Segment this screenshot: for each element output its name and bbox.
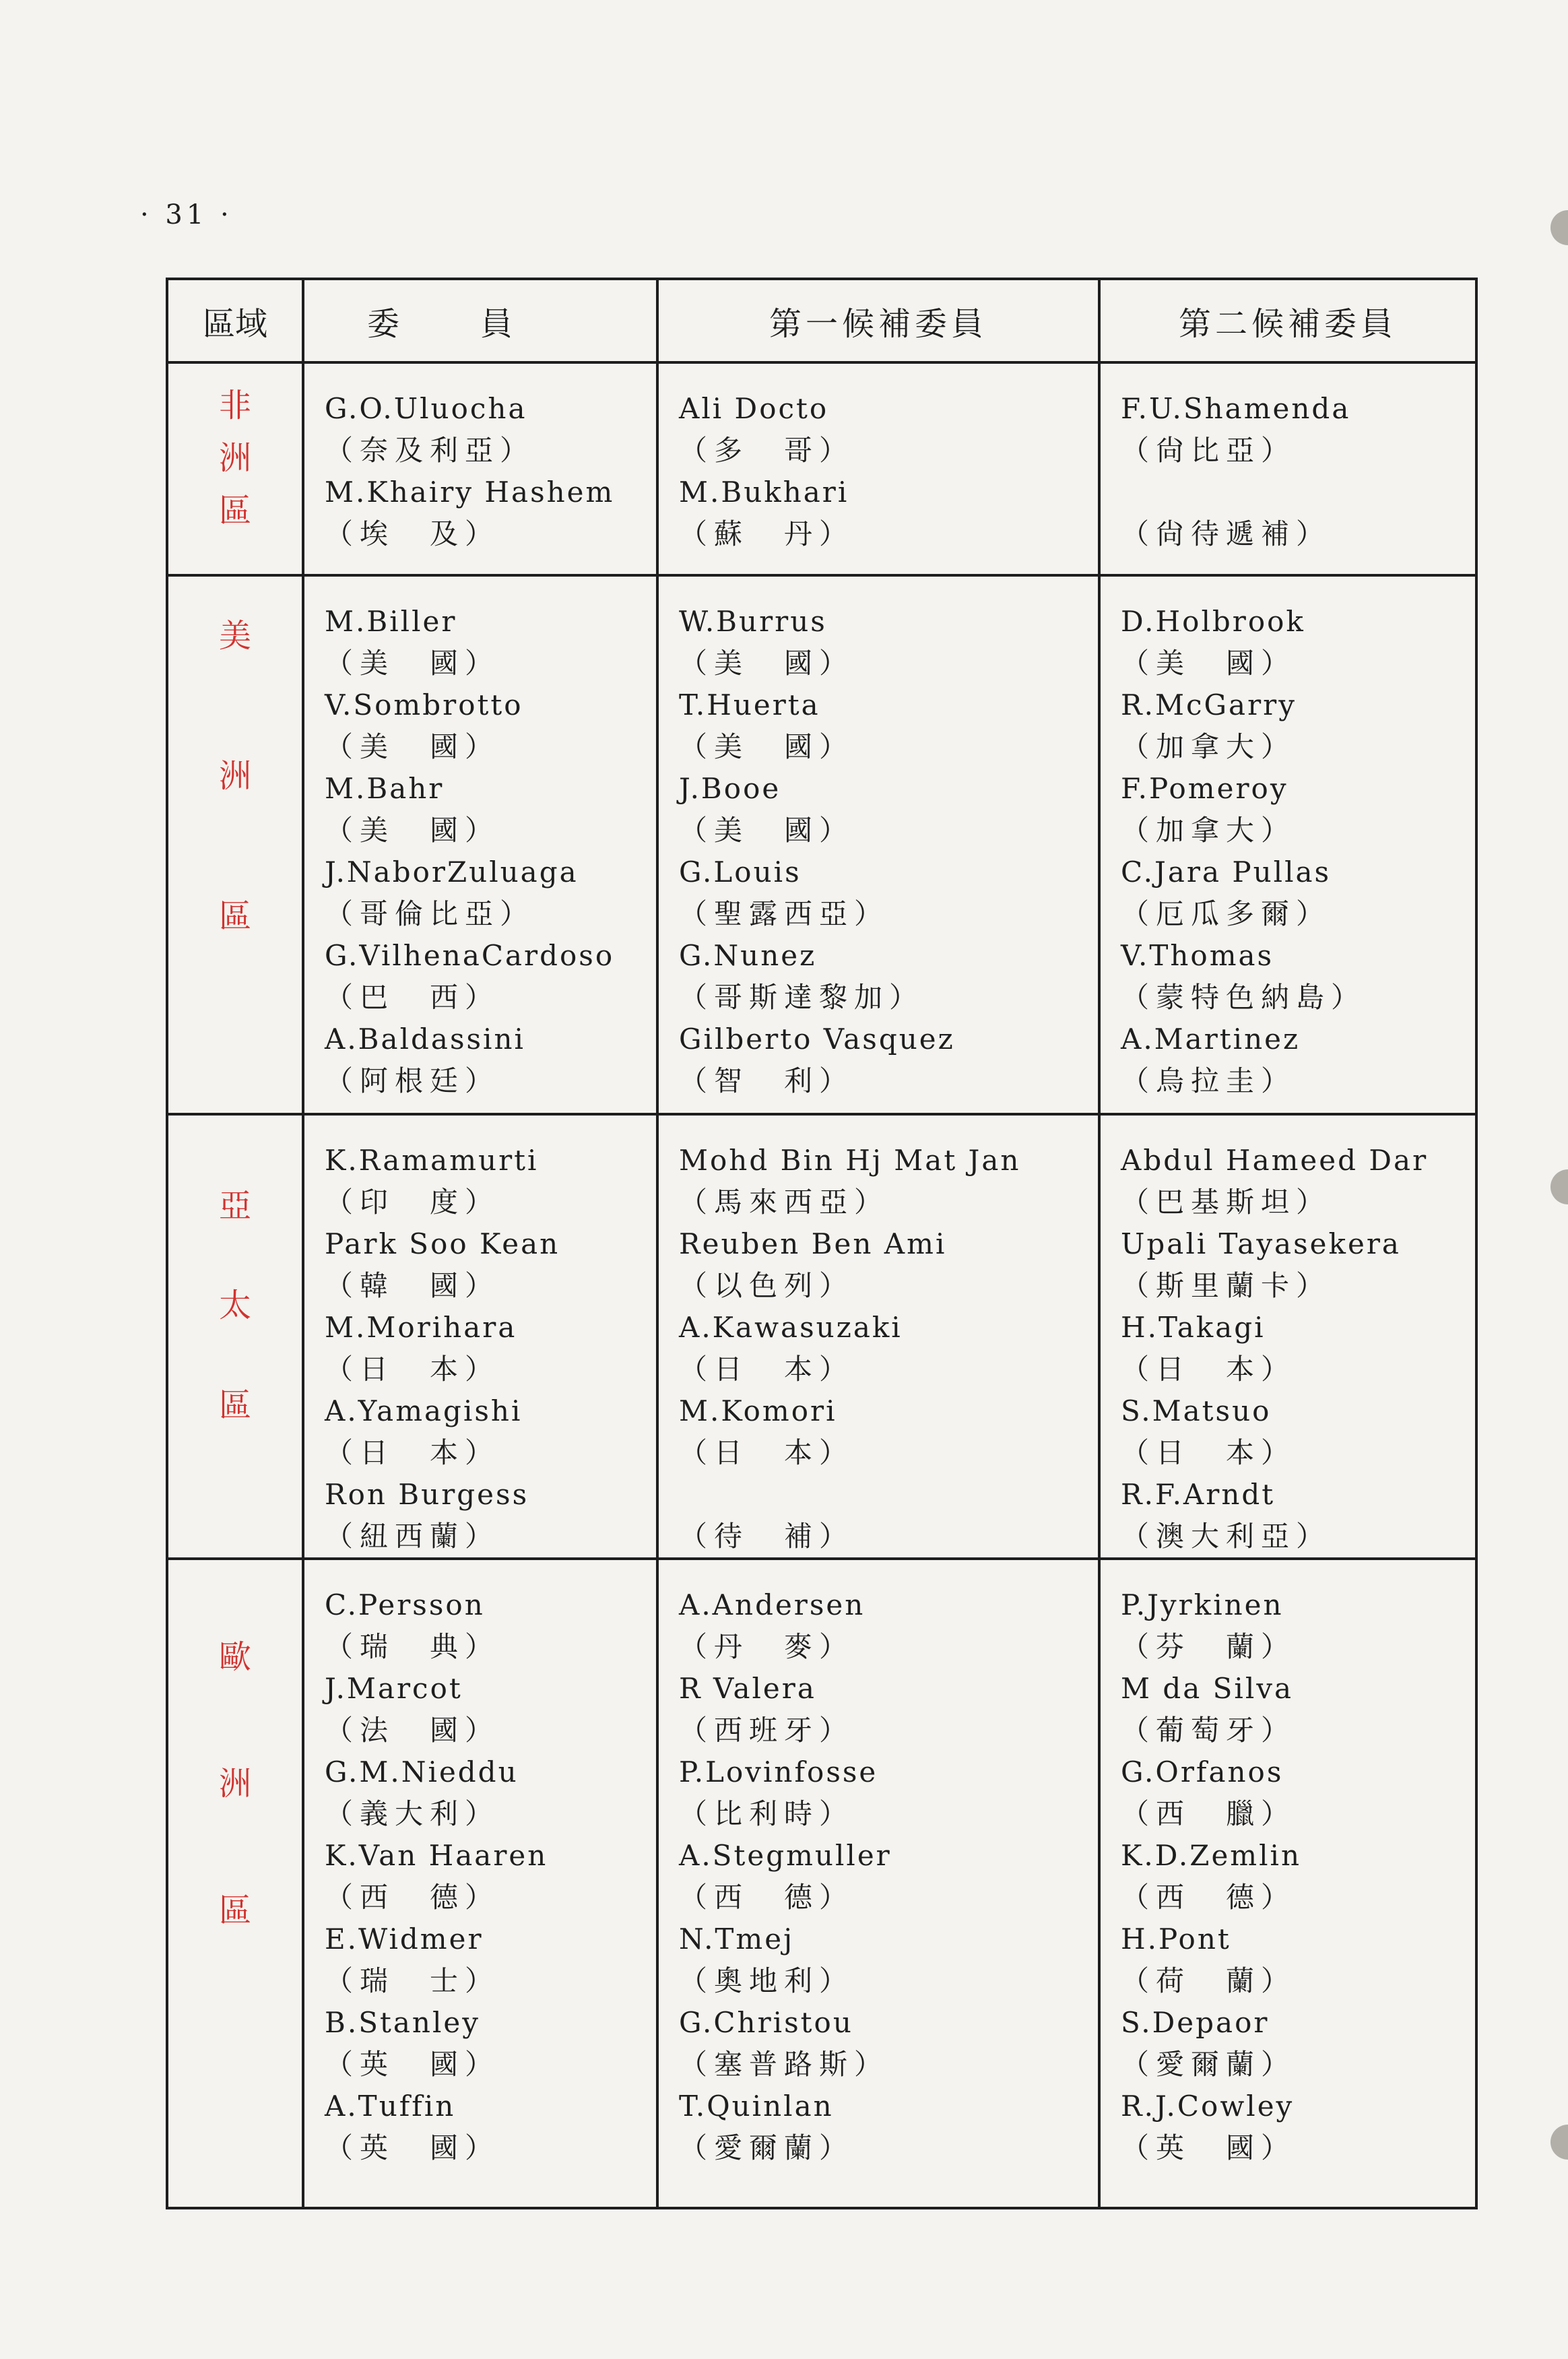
person-country: （以色列） — [679, 1269, 855, 1302]
person-name: N.Tmej — [679, 1922, 795, 1956]
person-country: （日 本） — [679, 1353, 855, 1386]
person-name: Ron Burgess — [325, 1478, 529, 1511]
person-country: （法 國） — [325, 1714, 500, 1747]
person-name — [1121, 472, 1475, 513]
person-country: （多 哥） — [679, 434, 855, 467]
person-name: Ali Docto — [679, 392, 829, 425]
second-alternates-cell — [1099, 575, 1476, 1114]
person-name: G.Nunez — [679, 939, 817, 972]
person-country: （阿根廷） — [325, 1064, 500, 1097]
person-country: （美 國） — [679, 814, 855, 847]
roster-body — [167, 362, 1476, 2208]
person-name: M.Morihara — [325, 1311, 517, 1344]
region-row — [167, 1559, 1476, 2208]
person-name: Upali Tayasekera — [1121, 1227, 1401, 1260]
header-first-alternate: 第一候補委員 — [657, 279, 1099, 362]
person-name: S.Matsuo — [1121, 1394, 1272, 1427]
person-country: （瑞 典） — [325, 1630, 500, 1663]
person-country: （芬 蘭） — [1121, 1630, 1297, 1663]
person-country: （日 本） — [325, 1436, 500, 1469]
person-name: G.VilhenaCardoso — [325, 939, 615, 972]
person-name: J.Marcot — [325, 1672, 463, 1705]
region-name-char: 亞 — [218, 1187, 251, 1225]
region-name — [167, 1114, 303, 1559]
binding-hole — [1550, 1169, 1568, 1204]
person-country: （日 本） — [1121, 1353, 1297, 1386]
person-name: M.Komori — [679, 1394, 837, 1427]
person-name: G.Louis — [679, 855, 802, 888]
person-name: G.Orfanos — [1121, 1755, 1284, 1788]
person-country: （西班牙） — [679, 1714, 855, 1747]
person-name: D.Holbrook — [1121, 605, 1305, 638]
header-member-label: 委員 — [366, 304, 593, 343]
person-country: （英 國） — [1121, 2131, 1297, 2164]
person-name: M.Biller — [325, 605, 457, 638]
person-country: （待 補） — [679, 1520, 855, 1553]
first-alternates-cell — [657, 575, 1099, 1114]
person-country: （澳大利亞） — [1121, 1520, 1332, 1553]
header-second-alternate: 第二候補委員 — [1099, 279, 1476, 362]
person-country: （馬來西亞） — [679, 1186, 890, 1219]
person-name: M.Khairy Hashem — [325, 476, 615, 509]
person-country: （愛爾蘭） — [1121, 2048, 1297, 2081]
region-name-char: 歐 — [218, 1638, 251, 1676]
members-cell — [303, 1559, 657, 2208]
person-country: （烏拉圭） — [1121, 1064, 1297, 1097]
region-name-char: 太 — [218, 1287, 251, 1324]
person-country: （奧地利） — [679, 1964, 855, 1997]
person-name: G.O.Uluocha — [325, 392, 527, 425]
person-country: （西 德） — [325, 1881, 500, 1914]
person-name: V.Thomas — [1121, 939, 1274, 972]
members-cell — [303, 362, 657, 575]
person-name: A.Stegmuller — [679, 1839, 892, 1872]
person-country: （厄瓜多爾） — [1121, 897, 1332, 930]
header-region: 區域 — [167, 279, 303, 362]
person-name: G.M.Nieddu — [325, 1755, 519, 1788]
binding-hole — [1550, 2125, 1568, 2160]
person-country: （愛爾蘭） — [679, 2131, 855, 2164]
region-name-char: 洲 — [218, 757, 251, 795]
person-country: （尙比亞） — [1121, 434, 1297, 467]
region-name-char: 洲 — [218, 439, 251, 477]
second-alternates-cell — [1099, 362, 1476, 575]
page-number: · 31 · — [140, 199, 233, 230]
person-name: A.Baldassini — [325, 1023, 525, 1056]
person-name: T.Huerta — [679, 688, 820, 721]
person-country: （美 國） — [325, 730, 500, 763]
person-country: （美 國） — [679, 730, 855, 763]
second-alternates-cell — [1099, 1559, 1476, 2208]
person-country: （丹 麥） — [679, 1630, 855, 1663]
region-name-char: 區 — [218, 1892, 251, 1929]
person-name: Mohd Bin Hj Mat Jan — [679, 1144, 1021, 1177]
person-name: B.Stanley — [325, 2006, 480, 2039]
person-name: M.Bahr — [325, 772, 445, 805]
person-name: K.Ramamurti — [325, 1144, 539, 1177]
person-country: （斯里蘭卡） — [1121, 1269, 1332, 1302]
person-name: R.F.Arndt — [1121, 1478, 1276, 1511]
person-country: （美 國） — [1121, 647, 1297, 680]
person-name: J.NaborZuluaga — [325, 855, 579, 888]
person-country: （英 國） — [325, 2048, 500, 2081]
person-country: （埃 及） — [325, 517, 500, 550]
person-country: （比利時） — [679, 1797, 855, 1830]
person-name: C.Persson — [325, 1588, 485, 1621]
person-name: M.Bukhari — [679, 476, 849, 509]
person-name: H.Takagi — [1121, 1311, 1266, 1344]
person-country: （西 臘） — [1121, 1797, 1297, 1830]
person-country: （韓 國） — [325, 1269, 500, 1302]
person-country: （蒙特色納島） — [1121, 981, 1367, 1014]
person-name: W.Burrus — [679, 605, 827, 638]
person-name: F.U.Shamenda — [1121, 392, 1351, 425]
person-name: Park Soo Kean — [325, 1227, 560, 1260]
person-name: T.Quinlan — [679, 2090, 834, 2123]
person-country: （美 國） — [325, 647, 500, 680]
person-name: F.Pomeroy — [1121, 772, 1288, 805]
region-row — [167, 362, 1476, 575]
person-name: R.J.Cowley — [1121, 2090, 1295, 2123]
region-name-char: 洲 — [218, 1765, 251, 1803]
region-name — [167, 362, 303, 575]
person-country: （美 國） — [325, 814, 500, 847]
first-alternates-cell — [657, 1114, 1099, 1559]
person-country: （荷 蘭） — [1121, 1964, 1297, 1997]
person-country: （巴基斯坦） — [1121, 1186, 1332, 1219]
person-country: （日 本） — [1121, 1436, 1297, 1469]
person-name: Gilberto Vasquez — [679, 1023, 955, 1056]
person-country: （西 德） — [679, 1881, 855, 1914]
person-name: C.Jara Pullas — [1121, 855, 1332, 888]
person-name: A.Tuffin — [325, 2090, 456, 2123]
person-name: G.Christou — [679, 2006, 853, 2039]
second-alternates-cell — [1099, 1114, 1476, 1559]
person-country: （瑞 士） — [325, 1964, 500, 1997]
person-country: （智 利） — [679, 1064, 855, 1097]
person-country: （義大利） — [325, 1797, 500, 1830]
person-country: （英 國） — [325, 2131, 500, 2164]
person-name: S.Depaor — [1121, 2006, 1270, 2039]
first-alternates-cell — [657, 362, 1099, 575]
person-country: （美 國） — [679, 647, 855, 680]
binding-hole — [1550, 210, 1568, 245]
person-name: K.D.Zemlin — [1121, 1839, 1302, 1872]
region-name-char: 區 — [218, 897, 251, 935]
person-name: P.Lovinfosse — [679, 1755, 878, 1788]
person-country: （日 本） — [325, 1353, 500, 1386]
person-name: H.Pont — [1121, 1922, 1231, 1956]
person-name: V.Sombrotto — [325, 688, 523, 721]
person-country: （塞普路斯） — [679, 2048, 890, 2081]
person-country: （聖露西亞） — [679, 897, 890, 930]
person-name: R.McGarry — [1121, 688, 1297, 721]
person-name: A.Martinez — [1121, 1023, 1301, 1056]
region-name-char: 美 — [218, 617, 251, 655]
person-country: （葡萄牙） — [1121, 1714, 1297, 1747]
person-country: （蘇 丹） — [679, 517, 855, 550]
person-country: （加拿大） — [1121, 730, 1297, 763]
person-name: Abdul Hameed Dar — [1121, 1144, 1429, 1177]
person-name — [679, 1474, 1098, 1516]
committee-roster-table — [166, 278, 1478, 2209]
person-name: K.Van Haaren — [325, 1839, 548, 1872]
region-name — [167, 575, 303, 1114]
person-country: （日 本） — [679, 1436, 855, 1469]
person-country: （加拿大） — [1121, 814, 1297, 847]
person-name: P.Jyrkinen — [1121, 1588, 1284, 1621]
members-cell — [303, 1114, 657, 1559]
person-name: Reuben Ben Ami — [679, 1227, 947, 1260]
members-cell — [303, 575, 657, 1114]
region-name-char: 區 — [218, 492, 251, 529]
region-name-char: 非 — [218, 387, 251, 424]
first-alternates-cell — [657, 1559, 1099, 2208]
person-name: A.Andersen — [679, 1588, 865, 1621]
header-row — [167, 279, 1476, 362]
person-country: （尙待遞補） — [1121, 517, 1332, 550]
person-country: （奈及利亞） — [325, 434, 535, 467]
region-row — [167, 575, 1476, 1114]
person-country: （巴 西） — [325, 981, 500, 1014]
person-name: J.Booe — [679, 772, 781, 805]
header-member — [303, 279, 657, 362]
person-name: R Valera — [679, 1672, 816, 1705]
region-name — [167, 1559, 303, 2208]
region-name-char: 區 — [218, 1386, 251, 1424]
person-name: M da Silva — [1121, 1672, 1294, 1705]
person-name: E.Widmer — [325, 1922, 484, 1956]
person-name: A.Yamagishi — [325, 1394, 523, 1427]
person-country: （印 度） — [325, 1186, 500, 1219]
region-row — [167, 1114, 1476, 1559]
person-country: （西 德） — [1121, 1881, 1297, 1914]
person-country: （紐西蘭） — [325, 1520, 500, 1553]
person-name: A.Kawasuzaki — [679, 1311, 903, 1344]
person-country: （哥斯達黎加） — [679, 981, 925, 1014]
person-country: （哥倫比亞） — [325, 897, 535, 930]
